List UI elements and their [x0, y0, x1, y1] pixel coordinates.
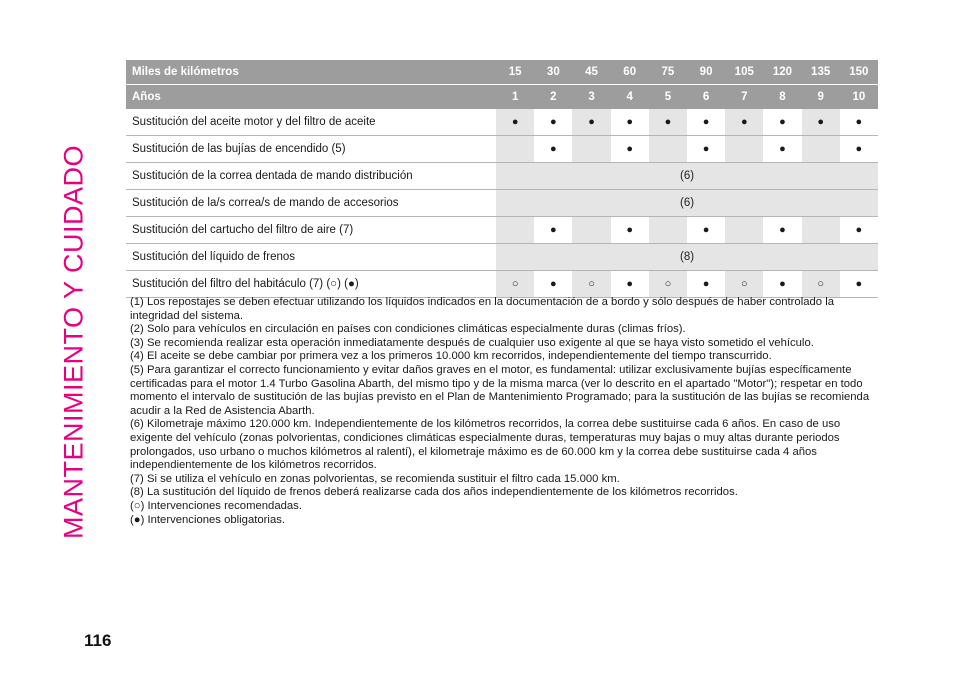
section-title-text: MANTENIMIENTO Y CUIDADO	[58, 144, 89, 540]
interval-mark: ●	[550, 278, 557, 290]
interval-mark: ●	[779, 116, 786, 128]
interval-mark: ●	[740, 116, 748, 128]
header-year-value: 2	[534, 85, 572, 110]
interval-mark: ●	[855, 143, 863, 155]
row-label: Sustitución del cartucho del filtro de aire (7)	[126, 217, 496, 244]
footnote: (●) Intervenciones obligatorias.	[130, 513, 286, 526]
interval-mark: ○	[817, 278, 824, 290]
recommended-dot	[649, 271, 687, 298]
mandatory-dot	[802, 109, 840, 136]
footnote: (8) La sustitución del líquido de frenos deberá realizarse cada dos años independientemente de los kilómetros recorridos.	[130, 486, 738, 499]
table-row	[126, 271, 878, 298]
footnote: (4) El aceite se debe cambiar por primera vez a los primeros 10.000 km recorridos, independientemente del tiempo transcurrido.	[130, 350, 772, 363]
header-row-km	[126, 60, 878, 85]
row-label: Sustitución de las bujías de encendido (5)	[126, 136, 496, 163]
mandatory-dot	[840, 109, 878, 136]
header-km-label: Miles de kilómetros	[126, 60, 496, 85]
header-year-value: 7	[725, 85, 763, 110]
interval-mark: ●	[855, 224, 863, 236]
mandatory-dot	[496, 109, 534, 136]
mandatory-dot	[840, 136, 878, 163]
footnote: (5) Para garantizar el correcto funcionamiento y evitar daños graves en el motor, es fundamental: utilizar exclusivamente bujías específicamente certificadas para el motor 1.4 Turbo Gasolina Abarth, del mismo tipo y de la misma marca (ver lo descrito en el apartado "Motor"); respetar en todo momento el intervalo de sustitución de las bujías previsto en el Plan de Mantenimiento Programado; para la sustitución de las bujías se recomienda acudir a la Red de Asistencia Abarth.	[130, 363, 870, 417]
interval-mark: ●	[817, 116, 824, 128]
header-year-value: 5	[649, 85, 687, 110]
interval-mark: ●	[779, 143, 786, 155]
mandatory-dot	[534, 109, 572, 136]
interval-mark: ●	[550, 116, 557, 128]
interval-mark: ●	[702, 224, 710, 236]
header-km-value: 60	[611, 60, 649, 85]
interval-mark: ●	[855, 116, 863, 128]
recommended-dot	[496, 271, 534, 298]
interval-mark: ●	[702, 116, 710, 128]
interval-mark: ●	[626, 278, 634, 290]
row-label: Sustitución del aceite motor y del filtro de aceite	[126, 109, 496, 136]
table-row	[126, 136, 878, 163]
empty-cell	[649, 217, 687, 244]
mandatory-dot	[687, 217, 725, 244]
mandatory-dot	[534, 217, 572, 244]
header-years-label: Años	[126, 85, 496, 110]
mandatory-dot	[534, 271, 572, 298]
header-km-value: 120	[763, 60, 801, 85]
header-row-years	[126, 85, 878, 110]
header-year-value: 8	[763, 85, 801, 110]
header-year-value: 9	[802, 85, 840, 110]
empty-cell	[572, 136, 610, 163]
interval-mark: ○	[588, 278, 595, 290]
mandatory-dot	[763, 109, 801, 136]
table-row	[126, 217, 878, 244]
header-year-value: 4	[611, 85, 649, 110]
row-label: Sustitución de la correa dentada de mando distribución	[126, 163, 496, 190]
mandatory-dot	[534, 136, 572, 163]
mandatory-dot	[611, 109, 649, 136]
maintenance-rows	[126, 109, 878, 298]
interval-mark: ○	[664, 278, 672, 290]
table-row	[126, 109, 878, 136]
interval-mark: ●	[626, 224, 634, 236]
empty-cell	[496, 217, 534, 244]
header-km-value: 135	[802, 60, 840, 85]
interval-mark: ●	[702, 278, 710, 290]
footnote: (1) Los repostajes se deben efectuar utilizando los líquidos indicados en la documentación de a bordo y sólo después de haber controlado la integridad del sistema.	[130, 296, 835, 322]
header-km-value: 105	[725, 60, 763, 85]
recommended-dot	[802, 271, 840, 298]
header-year-value: 6	[687, 85, 725, 110]
header-km-value: 150	[840, 60, 878, 85]
recommended-dot	[572, 271, 610, 298]
header-year-value: 10	[840, 85, 878, 110]
interval-mark: ●	[855, 278, 863, 290]
table-row	[126, 244, 878, 271]
interval-mark: ●	[511, 116, 519, 128]
mandatory-dot	[840, 217, 878, 244]
header-km-value: 45	[572, 60, 610, 85]
interval-mark: ●	[550, 224, 557, 236]
recommended-dot	[725, 271, 763, 298]
table-row	[126, 163, 878, 190]
interval-mark: ○	[511, 278, 519, 290]
footnotes	[130, 296, 882, 527]
mandatory-dot	[611, 217, 649, 244]
interval-mark: ●	[550, 143, 557, 155]
row-span-note: (6)	[496, 163, 878, 190]
mandatory-dot	[687, 109, 725, 136]
header-km-value: 15	[496, 60, 534, 85]
row-label: Sustitución del filtro del habitáculo (7) (○) (●)	[126, 271, 496, 298]
row-span-note: (6)	[496, 190, 878, 217]
mandatory-dot	[611, 271, 649, 298]
mandatory-dot	[611, 136, 649, 163]
footnote: (7) Si se utiliza el vehículo en zonas polvorientas, se recomienda sustituir el filtro cada 15.000 km.	[130, 472, 620, 485]
footnote: (○) Intervenciones recomendadas.	[130, 499, 302, 512]
interval-mark: ○	[740, 278, 748, 290]
empty-cell	[572, 217, 610, 244]
interval-mark: ●	[664, 116, 672, 128]
empty-cell	[725, 217, 763, 244]
interval-mark: ●	[779, 278, 786, 290]
interval-mark: ●	[588, 116, 595, 128]
mandatory-dot	[649, 109, 687, 136]
row-label: Sustitución del líquido de frenos	[126, 244, 496, 271]
table-row	[126, 190, 878, 217]
empty-cell	[802, 136, 840, 163]
footnote: (3) Se recomienda realizar esta operación inmediatamente después de cualquier uso exigente al que se haya visto sometido el vehículo.	[130, 336, 814, 349]
header-km-value: 90	[687, 60, 725, 85]
interval-mark: ●	[626, 116, 634, 128]
header-year-value: 3	[572, 85, 610, 110]
empty-cell	[496, 136, 534, 163]
mandatory-dot	[725, 109, 763, 136]
header-km-value: 75	[649, 60, 687, 85]
footnote: (6) Kilometraje máximo 120.000 km. Independientemente de los kilómetros recorridos, la correa debe sustituirse cada 6 años. En caso de uso exigente del vehículo (zonas polvorientas, condiciones climáticas especialmente duras, temperaturas muy bajas o muy altas durante periodos prolongados, uso urbano o muchos kilómetros al ralentí), el kilometraje máximo es de 60.000 km y la correa debe sustituirse cada 4 años independientemente de los kilómetros recorridos.	[130, 418, 841, 472]
header-km-value: 30	[534, 60, 572, 85]
empty-cell	[725, 136, 763, 163]
page-number: 116	[84, 631, 112, 650]
row-label: Sustitución de la/s correa/s de mando de accesorios	[126, 190, 496, 217]
interval-mark: ●	[702, 143, 710, 155]
empty-cell	[802, 217, 840, 244]
mandatory-dot	[687, 136, 725, 163]
mandatory-dot	[763, 136, 801, 163]
mandatory-dot	[572, 109, 610, 136]
empty-cell	[649, 136, 687, 163]
mandatory-dot	[840, 271, 878, 298]
interval-mark: ●	[779, 224, 786, 236]
header-year-value: 1	[496, 85, 534, 110]
maintenance-schedule-table	[126, 60, 878, 298]
mandatory-dot	[687, 271, 725, 298]
mandatory-dot	[763, 271, 801, 298]
interval-mark: ●	[626, 143, 634, 155]
mandatory-dot	[763, 217, 801, 244]
row-span-note: (8)	[496, 244, 878, 271]
footnote: (2) Solo para vehículos en circulación en países con condiciones climáticas especialmente duras (climas fríos).	[130, 323, 686, 336]
